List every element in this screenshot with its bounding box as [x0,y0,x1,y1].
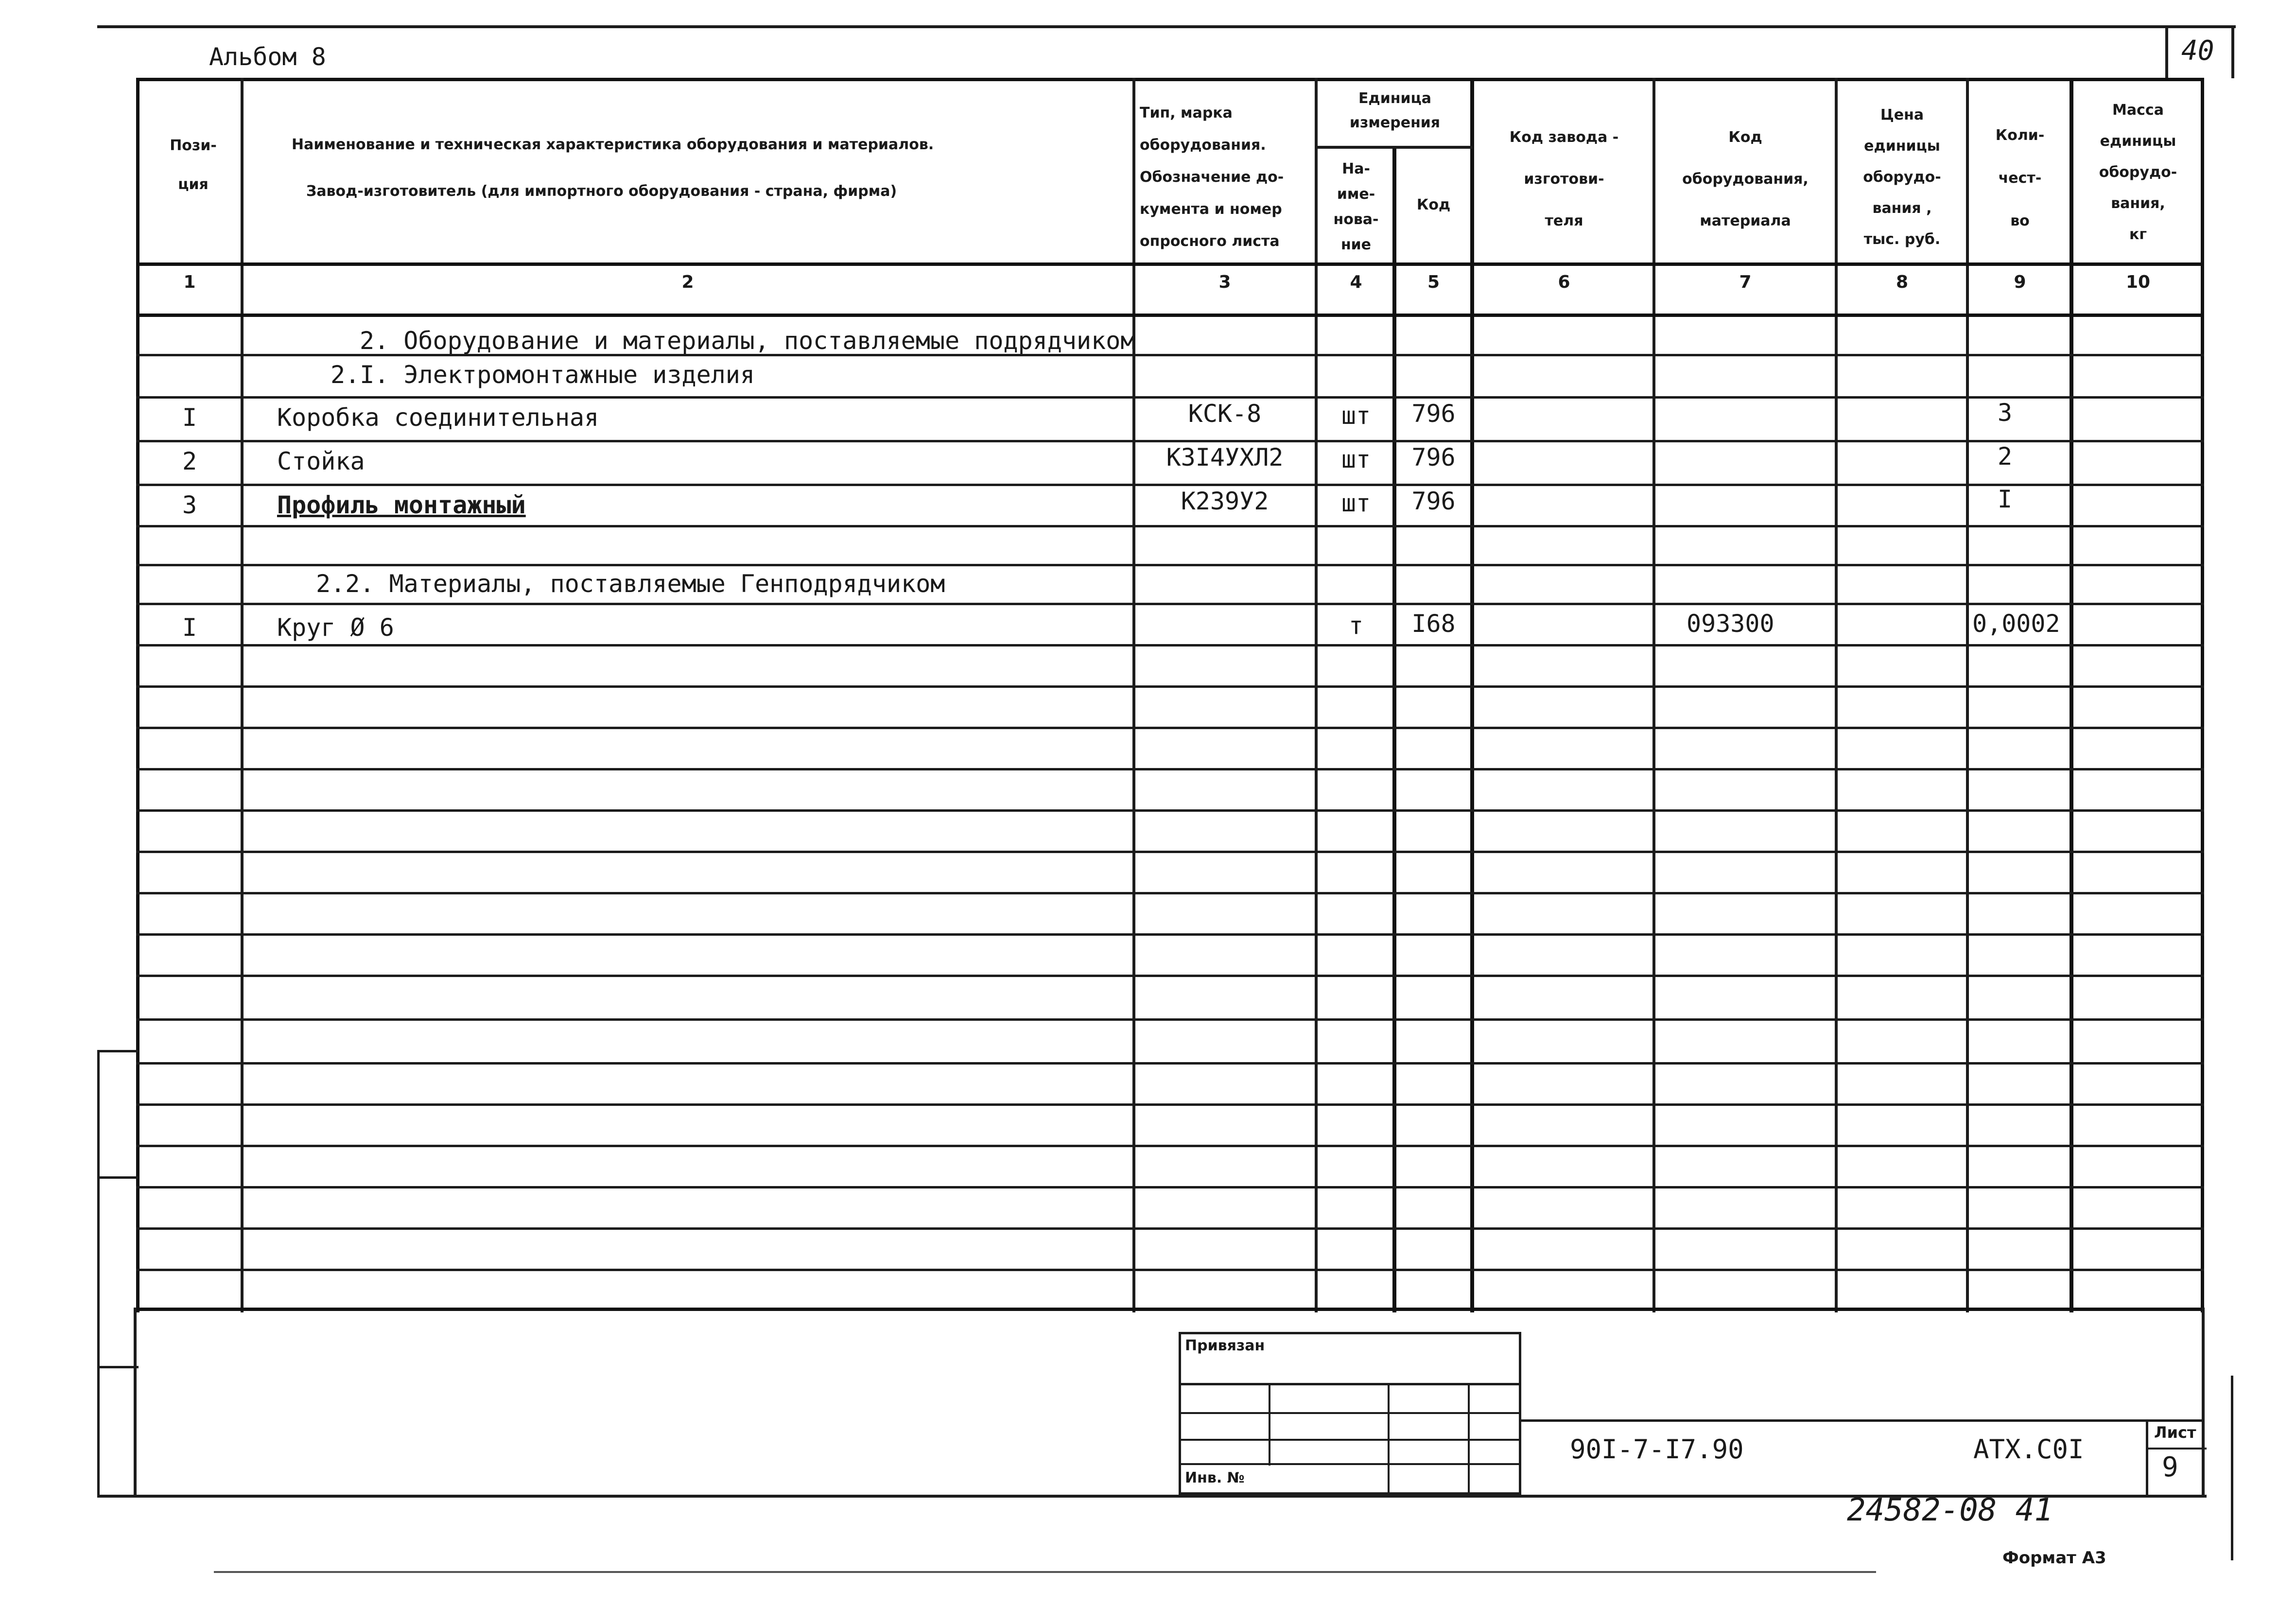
top-border [97,25,2236,28]
header-unit-group: Единица измерения [1349,90,1441,131]
colnum-1: 1 [183,272,196,292]
vline-4 [1392,146,1396,1312]
colnum-10: 10 [2125,272,2151,292]
handwritten-number: 24582-08 41 [1847,1492,2053,1528]
row-name: Профиль монтажный [277,491,526,519]
row-name: Стойка [277,447,365,475]
table-top-border [136,78,2204,81]
row-position: I [182,403,197,432]
binding-strip-left [97,1050,100,1497]
colnum-6: 6 [1558,272,1570,292]
stamp-bound-block [1179,1332,1521,1495]
row-code: 796 [1411,487,1456,515]
row-unit: шт [1341,489,1371,517]
colnum-5: 5 [1427,272,1440,292]
row-unit: шт [1341,445,1371,473]
page-number: 40 [2181,35,2214,67]
row-name: Круг Ø 6 [277,613,394,642]
vline-unit-sub [1315,146,1473,149]
doc-code: 90I-7-I7.90 [1570,1434,1744,1465]
row-name: Коробка соединительная [277,403,599,432]
sheet-box [2146,1419,2204,1497]
header-position: Пози- ция [170,137,217,193]
colnum-8: 8 [1896,272,1909,292]
stamp-bound-label: Привязан [1185,1337,1265,1354]
section-title-2: 2. Оборудование и материалы, поставляемые подрядчиком [360,327,1135,355]
row-code: I68 [1411,610,1456,638]
colnum-bottom-line [136,314,2204,317]
row-unit: шт [1341,402,1371,430]
stamp-inv-label: Инв. № [1185,1469,1245,1486]
binding-strip-inner [134,1308,137,1497]
bottom-scan-line [214,1571,1876,1573]
header-price: Цена единицы оборудо- вания , тыс. руб. [1863,106,1941,248]
section-title-2-1: 2.I. Электромонтажные изделия [330,361,755,389]
format-label: Формат А3 [2002,1548,2106,1568]
header-unit-code: Код [1416,196,1451,213]
colnum-9: 9 [2014,272,2026,292]
row-position: 3 [182,491,197,519]
header-bottom-line [136,262,2204,266]
row-unit: т [1348,611,1364,640]
row-qty: 2 [1998,442,2013,471]
colnum-4: 4 [1350,272,1362,292]
header-equipment-code: Код оборудования, материала [1682,129,1809,229]
header-name: Наименование и техническая характеристика оборудования и материалов. Завод-изготовитель (для импортного оборудования - страна, фирма) [292,136,934,200]
sheet-label: Лист [2154,1423,2196,1442]
row-equipment-code: 093300 [1687,610,1774,638]
row-qty: 0,0002 [1972,610,2060,638]
sheet-number: 9 [2162,1451,2178,1483]
row-position: 2 [182,447,197,475]
header-mass: Масса единицы оборудо- вания, кг [2099,102,2177,243]
header-unit-name: На- име- нова- ние [1333,160,1379,253]
row-type: К239У2 [1181,487,1269,515]
row-qty: 3 [1998,399,2013,427]
colnum-7: 7 [1739,272,1752,292]
row-type: К3I4УХЛ2 [1166,443,1284,472]
album-label: Альбом 8 [209,43,326,71]
row-code: 796 [1411,400,1456,428]
doc-mark: АТХ.С0I [1973,1434,2084,1465]
colnum-3: 3 [1218,272,1231,292]
row-qty: I [1998,485,2013,513]
row-position: I [182,613,197,642]
colnum-2: 2 [681,272,694,292]
section-title-2-2: 2.2. Материалы, поставляемые Генподрядчиком [316,570,945,598]
header-type: Тип, марка оборудования. Обозначение до- кумента и номер опросного листа [1140,105,1284,250]
header-qty: Коли- чест- во [1995,127,2045,229]
row-code: 796 [1411,443,1456,472]
row-type: КСК-8 [1188,400,1262,428]
binding-strip-top [97,1050,139,1052]
header-plant-code: Код завода - изготови- теля [1509,129,1619,229]
